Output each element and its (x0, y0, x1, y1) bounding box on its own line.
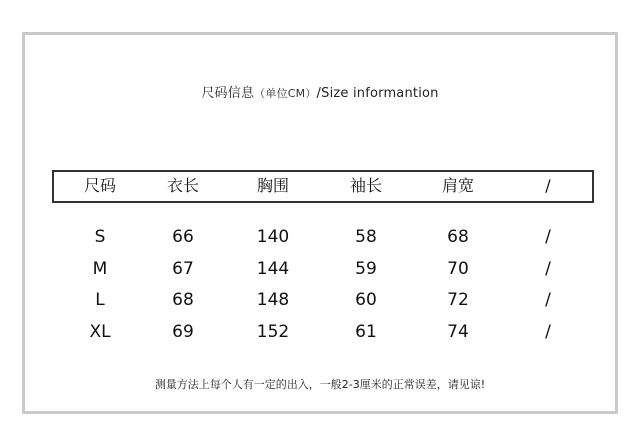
table-row (0, 285, 640, 315)
cell-chest: 144 (256, 259, 290, 279)
cell-shoulder: 70 (447, 259, 469, 279)
table-row (0, 222, 640, 252)
cell-extra: / (545, 322, 551, 342)
cell-size: XL (89, 322, 111, 342)
cell-chest: 148 (256, 290, 290, 310)
cell-shoulder: 68 (447, 227, 469, 247)
cell-length: 66 (172, 227, 194, 247)
cell-chest: 152 (256, 322, 290, 342)
cell-extra: / (545, 259, 551, 279)
cell-size: M (92, 259, 108, 279)
header-extra: / (545, 176, 551, 195)
cell-sleeve: 59 (355, 259, 377, 279)
table-header-row (0, 171, 640, 201)
cell-shoulder: 72 (447, 290, 469, 310)
measurement-note: 测量方法上每个人有一定的出入，一般2-3厘米的正常误差，请见谅! (154, 378, 486, 391)
cell-size: S (94, 227, 106, 247)
cell-extra: / (545, 290, 551, 310)
title-main: 尺码信息 (201, 86, 255, 101)
page-title (0, 82, 640, 101)
cell-sleeve: 60 (355, 290, 377, 310)
cell-length: 69 (172, 322, 194, 342)
cell-extra: / (545, 227, 551, 247)
cell-shoulder: 74 (447, 322, 469, 342)
title-unit: （单位CM） (254, 87, 317, 100)
header-size: 尺码 (83, 176, 116, 195)
header-chest: 胸围 (256, 176, 289, 195)
cell-sleeve: 58 (355, 227, 377, 247)
header-shoulder: 肩宽 (441, 176, 474, 195)
table-row (0, 317, 640, 347)
cell-chest: 140 (256, 227, 290, 247)
cell-size: L (95, 290, 105, 310)
cell-length: 68 (172, 290, 194, 310)
header-length: 衣长 (166, 176, 199, 195)
table-row (0, 254, 640, 284)
header-sleeve: 袖长 (349, 176, 382, 195)
cell-sleeve: 61 (355, 322, 377, 342)
title-english: /Size informantion (316, 86, 439, 101)
cell-length: 67 (172, 259, 194, 279)
